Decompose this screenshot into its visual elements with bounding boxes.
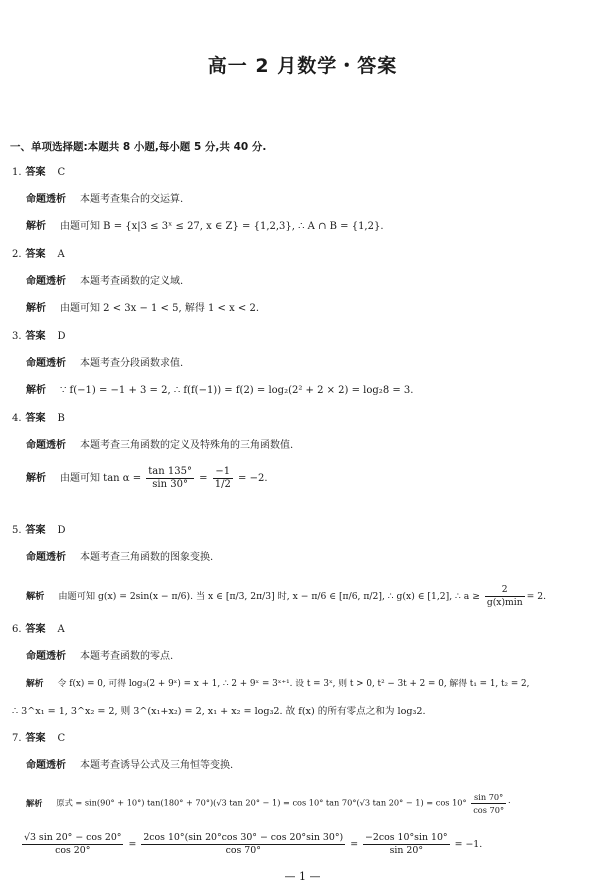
insight-label: 命题透析	[26, 358, 66, 369]
analysis-label: 解析	[26, 473, 46, 484]
answer-label: 答案	[25, 167, 46, 178]
q5-answer	[12, 525, 66, 537]
q4-analysis-pre: 由题可知 tan α =	[60, 473, 142, 484]
analysis-label: 解析	[26, 679, 44, 689]
q1-insight	[26, 194, 183, 206]
answer-label: 答案	[25, 249, 46, 260]
answer-label: 答案	[25, 525, 46, 536]
q7-analysis-line1: 原式 = sin(90° + 10°) tan(180° + 70°)(√3 tan 20° − 1) = cos 10° tan 70°(√3 tan 20° − 1) = cos 10°	[56, 797, 467, 808]
analysis-label: 解析	[26, 797, 43, 808]
q7-choice: C	[57, 733, 66, 744]
answer-label: 答案	[25, 624, 46, 635]
page-title: 高一 2 月数学・答案	[207, 55, 398, 77]
q1-insight-text: 本题考查集合的交运算.	[80, 194, 184, 205]
q4-number: 4.	[12, 413, 22, 424]
answer-label: 答案	[25, 413, 46, 424]
q5-analysis-text: 由题可知 g(x) = 2sin(x − π/6). 当 x ∈ [π/3, 2π/3] 时, x − π/6 ∈ [π/6, π/2], ∴ g(x) ∈ [1,2], ∴ a ≥	[58, 591, 480, 602]
q4-analysis-post: = −2.	[238, 473, 268, 484]
q3-analysis-text: ∵ f(−1) = −1 + 3 = 2, ∴ f(f(−1)) = f(2) = log₂(2² + 2 × 2) = log₂8 = 3.	[60, 385, 414, 396]
analysis-label: 解析	[26, 385, 46, 396]
q4-analysis: 解析 由题可知 tan α = $\frac{\tan 135^\circ}{\sin 30^\circ}$ = $\frac{-1}{1/2}$ = −2.	[26, 466, 268, 490]
q1-number: 1.	[12, 167, 22, 178]
q7-fraction-2: $\frac{2\cos 10^\circ(\sin 20^\circ\cos 30^\circ - \cos 20^\circ\sin 30^\circ)}{\cos 70^\circ}$	[143, 832, 344, 856]
q5-insight	[26, 552, 213, 564]
q4-insight-text: 本题考查三角函数的定义及特殊角的三角函数值.	[80, 440, 294, 451]
q7-fraction-0: $\frac{\sin 70^\circ}{\cos 70^\circ}$	[473, 792, 505, 815]
q3-analysis	[26, 385, 413, 397]
q3-answer	[12, 331, 66, 343]
q3-insight	[26, 358, 183, 370]
q6-insight-text: 本题考查函数的零点.	[80, 651, 174, 662]
q2-answer	[12, 249, 65, 261]
q3-choice: D	[57, 331, 66, 342]
q4-insight	[26, 440, 293, 452]
q5-number: 5.	[12, 525, 22, 536]
q4-choice: B	[57, 413, 65, 424]
q6-analysis-line2: ∴ 3^x₁ = 1, 3^x₂ = 2, 则 3^(x₁+x₂) = 2, x₁ + x₂ = log₃2. 故 f(x) 的所有零点之和为 log₃2.	[12, 706, 426, 717]
q7-fraction-1: $\frac{√3 \sin 20^\circ - \cos 20^\circ}{\cos 20^\circ}$	[24, 832, 122, 856]
q4-fraction-2: $\frac{-1}{1/2}$	[214, 466, 231, 490]
q6-answer	[12, 624, 65, 636]
q2-choice: A	[57, 249, 65, 260]
q2-analysis	[26, 303, 259, 315]
q7-insight-text: 本题考查诱导公式及三角恒等变换.	[80, 760, 234, 771]
q7-analysis-line2: $\frac{√3 \sin 20^\circ - \cos 20^\circ}{\cos 20^\circ}$ = $\frac{2\cos 10^\circ(\sin 20^\circ\cos 30^\circ - \cos 20^\circ\sin 30^\circ)}{\cos 70^\circ}$ = $\frac{-2\cos 10^\circ\sin 10^\circ}{\sin 20^\circ}$ = −1.	[24, 832, 483, 856]
q6-analysis-line1: 令 f(x) = 0, 可得 log₃(2 + 9ˣ) = x + 1, ∴ 2 + 9ˣ = 3ˣ⁺¹. 设 t = 3ˣ, 则 t > 0, t² − 3t + 2 = 0, 解得 t₁ = 1, t₂ = 2,	[57, 679, 530, 689]
q3-number: 3.	[12, 331, 22, 342]
q7-analysis: 解析 原式 = sin(90° + 10°) tan(180° + 70°)(√3 tan 20° − 1) = cos 10° tan 70°(√3 tan 20° − 1) = cos 10° $\frac{\sin 70^\circ}{\cos 70^\circ}$ ·	[26, 792, 511, 815]
analysis-label: 解析	[26, 591, 45, 602]
q1-analysis-text: 由题可知 B = {x|3 ≤ 3ˣ ≤ 27, x ∈ Z} = {1,2,3}, ∴ A ∩ B = {1,2}.	[60, 221, 384, 232]
insight-label: 命题透析	[26, 760, 66, 771]
q3-insight-text: 本题考查分段函数求值.	[80, 358, 184, 369]
answer-label: 答案	[25, 331, 46, 342]
answer-label: 答案	[25, 733, 46, 744]
q7-fraction-3: $\frac{-2\cos 10^\circ\sin 10^\circ}{\sin 20^\circ}$	[365, 832, 448, 856]
q7-insight	[26, 760, 233, 772]
insight-label: 命题透析	[26, 651, 66, 662]
analysis-label: 解析	[26, 221, 46, 232]
q7-answer	[12, 733, 65, 745]
q1-analysis	[26, 221, 384, 233]
q6-insight	[26, 651, 173, 663]
q6-choice: A	[57, 624, 65, 635]
q2-analysis-text: 由题可知 2 < 3x − 1 < 5, 解得 1 < x < 2.	[60, 303, 260, 314]
q6-number: 6.	[12, 624, 22, 635]
page-number: — 1 —	[284, 870, 321, 883]
q4-answer	[12, 413, 65, 425]
q2-insight-text: 本题考查函数的定义域.	[80, 276, 184, 287]
q5-fraction: $\frac{2}{g(x)\min}$	[486, 584, 523, 608]
q1-answer	[12, 167, 65, 179]
q4-fraction-1: $\frac{\tan 135^\circ}{\sin 30^\circ}$	[148, 466, 192, 490]
insight-label: 命题透析	[26, 552, 66, 563]
q5-choice: D	[57, 525, 66, 536]
q6-analysis	[26, 678, 529, 690]
q1-choice: C	[57, 167, 66, 178]
insight-label: 命题透析	[26, 194, 66, 205]
analysis-label: 解析	[26, 303, 46, 314]
section-heading: 一、单项选择题:本题共 8 小题,每小题 5 分,共 40 分.	[10, 141, 267, 153]
q5-analysis: 解析 由题可知 g(x) = 2sin(x − π/6). 当 x ∈ [π/3, 2π/3] 时, x − π/6 ∈ [π/6, π/2], ∴ g(x) ∈ [1,2], ∴ a ≥ $\frac{2}{g(x)\min}$ = 2.	[26, 584, 547, 608]
insight-label: 命题透析	[26, 276, 66, 287]
insight-label: 命题透析	[26, 440, 66, 451]
q7-number: 7.	[12, 733, 22, 744]
q2-number: 2.	[12, 249, 22, 260]
q2-insight	[26, 276, 183, 288]
q5-insight-text: 本题考查三角函数的图象变换.	[80, 552, 214, 563]
